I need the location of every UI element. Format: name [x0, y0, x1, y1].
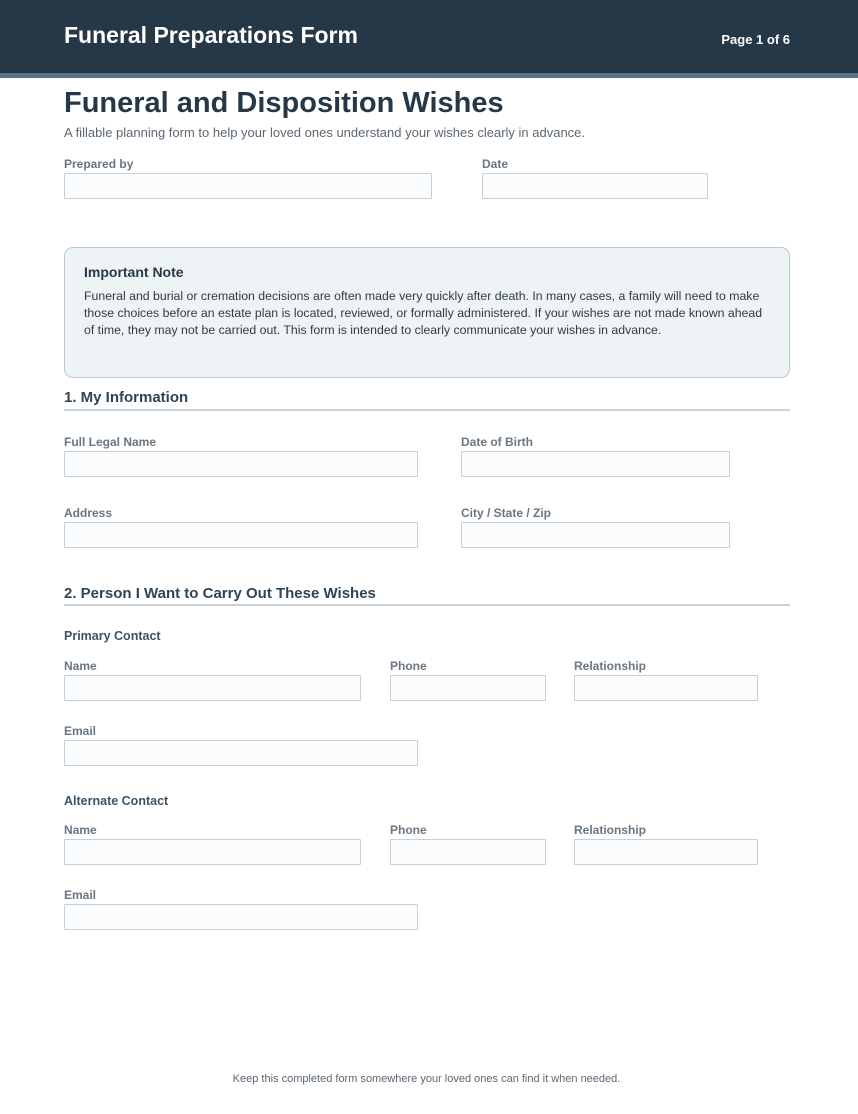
alternate-name-label: Name — [64, 823, 97, 837]
full-legal-name-label: Full Legal Name — [64, 435, 157, 449]
prepared-by-input[interactable] — [64, 173, 432, 199]
page-indicator: Page 1 of 6 — [721, 32, 790, 47]
prepared-by-label: Prepared by — [64, 157, 134, 171]
page-footer-note: Keep this completed form somewhere your loved ones can find it when needed. — [232, 1073, 621, 1085]
date-of-birth-input[interactable] — [461, 451, 730, 477]
full-legal-name-input[interactable] — [64, 451, 418, 477]
section-divider — [64, 604, 790, 606]
primary-contact-title: Primary Contact — [64, 629, 161, 643]
form-name: Funeral Preparations Form — [64, 22, 358, 48]
alternate-relationship-label: Relationship — [574, 823, 647, 837]
city-state-zip-input[interactable] — [461, 522, 730, 548]
alternate-email-label: Email — [64, 888, 97, 902]
city-state-zip-label: City / State / Zip — [461, 506, 552, 520]
date-of-birth-label: Date of Birth — [461, 435, 533, 449]
primary-relationship-input[interactable] — [574, 675, 758, 701]
alternate-phone-input[interactable] — [390, 839, 546, 865]
primary-phone-label: Phone — [390, 659, 427, 673]
section-divider — [64, 409, 790, 411]
primary-email-label: Email — [64, 724, 97, 738]
alternate-name-input[interactable] — [64, 839, 361, 865]
primary-email-input[interactable] — [64, 740, 418, 766]
alternate-email-input[interactable] — [64, 904, 418, 930]
address-label: Address — [64, 506, 113, 520]
primary-phone-input[interactable] — [390, 675, 546, 701]
alternate-relationship-input[interactable] — [574, 839, 758, 865]
date-label: Date — [482, 157, 509, 171]
date-input[interactable] — [482, 173, 708, 199]
primary-name-input[interactable] — [64, 675, 361, 701]
header-stripe — [0, 73, 858, 78]
page-header — [0, 0, 858, 73]
alternate-contact-title: Alternate Contact — [64, 794, 169, 808]
section-my-information-title: 1. My Information — [64, 389, 189, 406]
primary-name-label: Name — [64, 659, 97, 673]
important-note-text: Funeral and burial or cremation decisions are often made very quickly after death. In many cases, a family will need to make those choices before an estate plan is located, reviewed, or formally administered. If your wishes are not made known ahead of time, they may not be carried out. This form is intended to clearly communicate your wishes in advance. — [84, 289, 763, 337]
important-note-box — [64, 247, 790, 378]
alternate-phone-label: Phone — [390, 823, 427, 837]
address-input[interactable] — [64, 522, 418, 548]
page-title: Funeral and Disposition Wishes — [64, 87, 504, 119]
page-subtitle: A fillable planning form to help your loved ones understand your wishes clearly in advance. — [64, 125, 586, 140]
section-person-carry-out-title: 2. Person I Want to Carry Out These Wishes — [64, 585, 376, 602]
important-note-title: Important Note — [84, 264, 184, 280]
primary-relationship-label: Relationship — [574, 659, 647, 673]
